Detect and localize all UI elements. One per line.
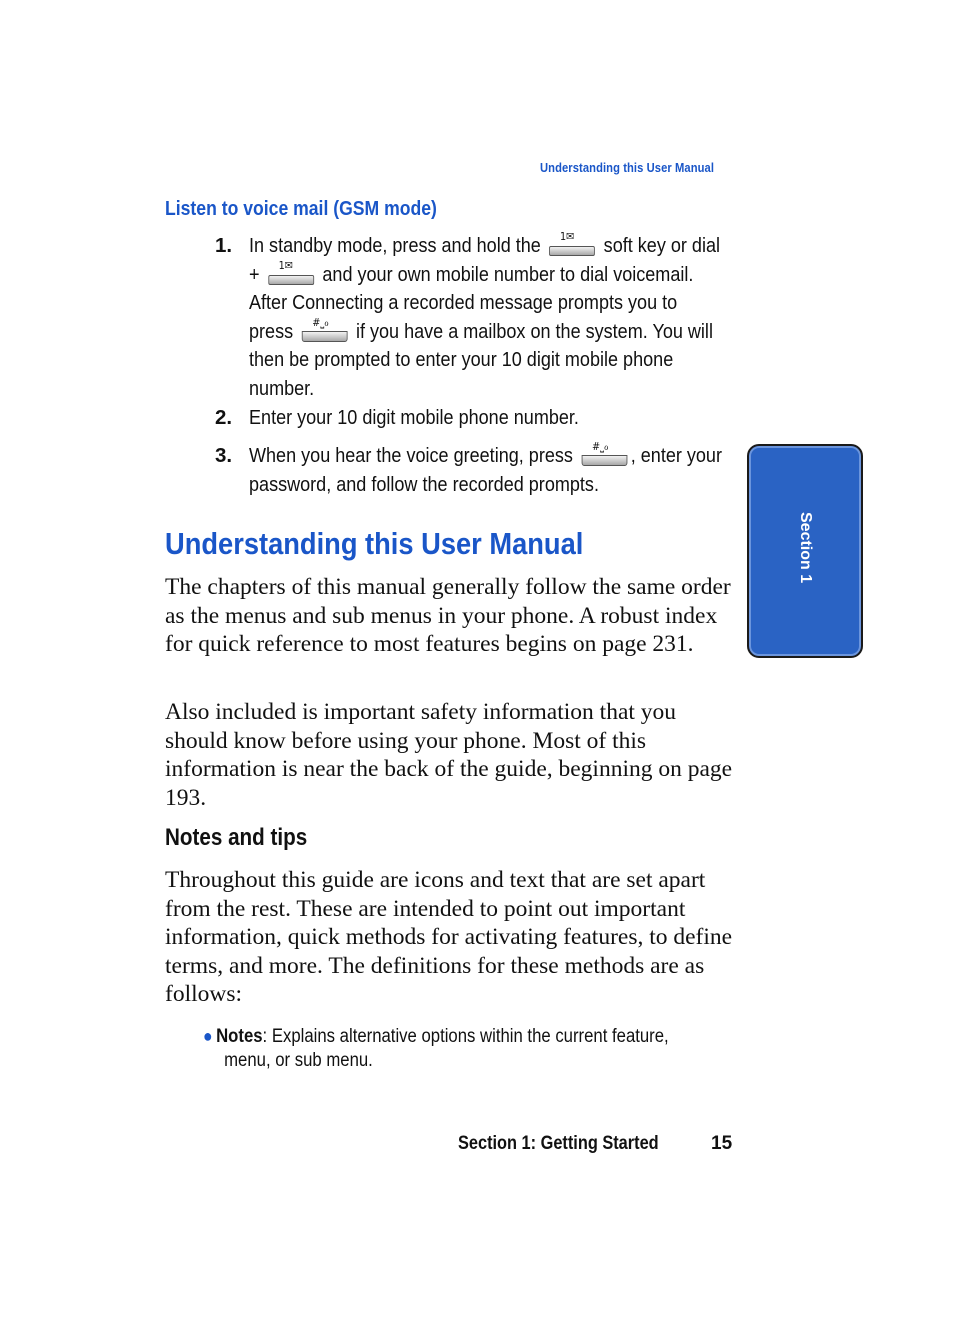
- section-paragraph-2: Also included is important safety information that you should know before using your phone. Most of this information is near the back of the guide, beginning on page 193.: [165, 699, 733, 811]
- notes-bullet: [203, 1024, 763, 1073]
- step-3-text-b: , enter your password, and follow the recorded prompts.: [249, 444, 722, 496]
- footer-section-label: Section 1: Getting Started: [458, 1133, 659, 1154]
- one-key-icon: [549, 230, 595, 256]
- notes-tips-paragraph: Throughout this guide are icons and text that are set apart from the rest. These are intended to point out important information, quick methods for activating features, to define terms, and more. The definitions for these methods are as follows:: [165, 867, 733, 1007]
- step-1-text-b: soft key or dial +: [249, 234, 720, 286]
- step-3-text-a: When you hear the voice greeting, press: [249, 444, 573, 467]
- hash-key-label: #⎵ℴ: [592, 440, 609, 453]
- one-key-icon: [268, 258, 314, 285]
- step-2: [215, 404, 735, 442]
- step-1-text-a: In standby mode, press and hold the: [249, 234, 541, 257]
- step-2-number: 2.: [215, 406, 233, 429]
- page-number: 15: [711, 1133, 733, 1154]
- notes-text-2: menu, or sub menu.: [224, 1050, 373, 1071]
- hash-key-icon: [581, 440, 627, 466]
- notes-label: Notes: [216, 1026, 263, 1047]
- step-3: [215, 442, 735, 499]
- step-1-number: 1.: [215, 234, 233, 257]
- voicemail-steps: [215, 232, 735, 499]
- step-1: [215, 232, 735, 404]
- section-heading: Understanding this User Manual: [165, 526, 584, 561]
- section-paragraph-1: The chapters of this manual generally follow the same order as the menus and sub menus in your phone. A robust index for quick reference to most features begins on page 231.: [165, 574, 731, 657]
- step-1-text-d: if you have a mailbox on the system. You will then be prompted to enter your 10 digit mobile phone number.: [249, 319, 713, 400]
- notes-tips-heading: Notes and tips: [165, 824, 308, 851]
- step-1-text-c: and your own mobile number to dial voicemail. After Connecting a recorded message prompts you to press: [249, 262, 694, 343]
- step-3-number: 3.: [215, 444, 233, 467]
- voicemail-heading: Listen to voice mail (GSM mode): [165, 198, 437, 220]
- one-key-label: 1✉: [559, 230, 575, 243]
- step-2-text: Enter your 10 digit mobile phone number.: [249, 406, 579, 429]
- running-header: Understanding this User Manual: [540, 160, 715, 175]
- hash-key-icon: [302, 315, 348, 342]
- one-key-label: 1✉: [278, 258, 293, 272]
- section-tab: Section 1: [747, 444, 863, 658]
- bullet-icon: ●: [203, 1026, 213, 1046]
- notes-text-1: : Explains alternative options within the current feature,: [262, 1026, 669, 1047]
- hash-key-label: #⎵ℴ: [312, 315, 329, 329]
